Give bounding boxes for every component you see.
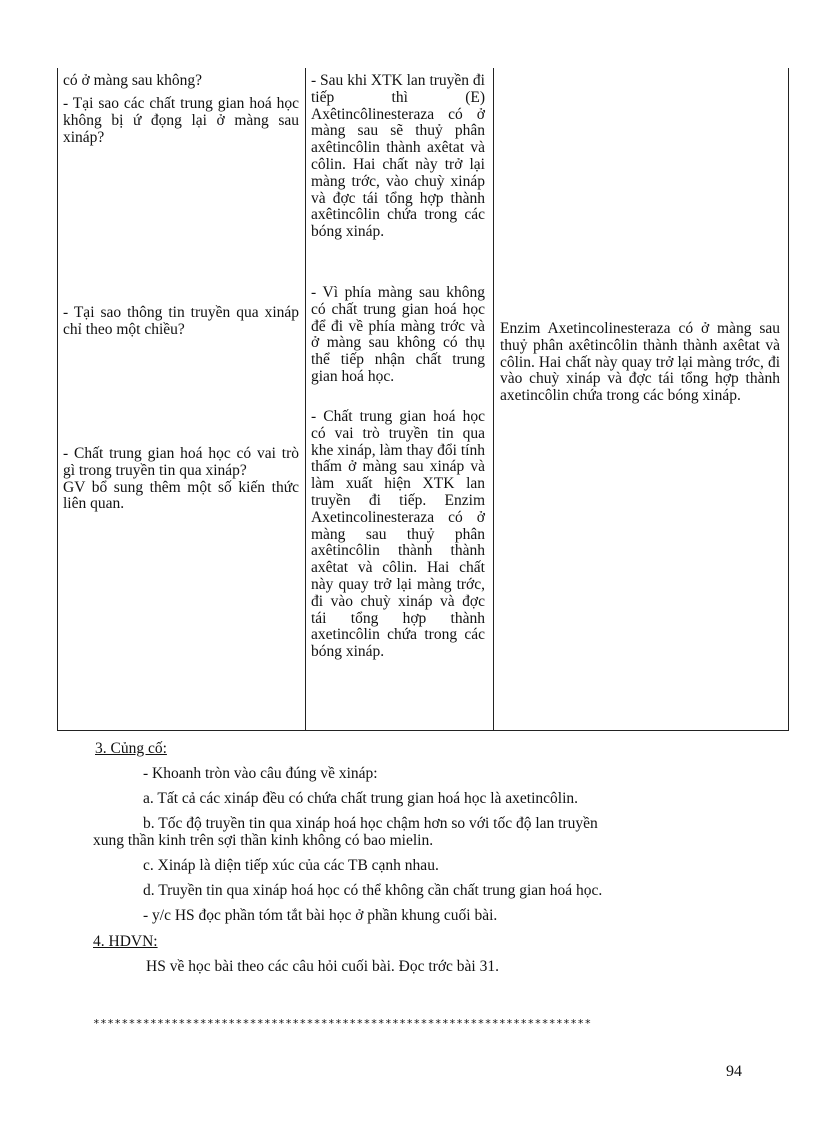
column-divider [493, 68, 494, 730]
answer-text: - Chất trung gian hoá học có vai trò truyền tin qua khe xináp, làm thay đổi tính thấm ở màng sau xináp và làm xuất hiện XTK lan truyền đi tiếp. Enzim Axetincolinesteraza có ở màng sau thuỷ phân axêtincôlin thành thành axêtat và côlin. Hai chất này quay trở lại màng trớc, đi vào chuỳ xináp và đợc tái tổng hợp thành axetincôlin chứa trong các bóng xináp. [311, 408, 485, 661]
question-cell [63, 305, 299, 339]
teacher-note: GV bổ sung thêm một số kiến thức liên quan. [63, 478, 299, 513]
column-divider [305, 68, 306, 730]
answer-cell [311, 285, 485, 386]
question-text: - Chất trung gian hoá học có vai trò gì trong truyền tin qua xináp? [63, 445, 299, 479]
question-cell [63, 96, 299, 146]
option-b: b. Tốc độ truyền tin qua xináp hoá học chậm hơn so với tốc độ lan truyền [143, 815, 598, 832]
option-b-cont: xung thần kinh trên sợi thần kinh không có bao mielin. [93, 832, 434, 849]
question-text: - Tại sao thông tin truyền qua xináp chỉ theo một chiều? [63, 304, 299, 338]
separator-line: ********************************************************************** [93, 1017, 592, 1030]
answer-cell [311, 73, 485, 241]
homework-text: HS về học bài theo các câu hỏi cuối bài. Đọc trớc bài 31. [146, 958, 499, 975]
section-heading: 3. Củng cố: [95, 740, 167, 757]
question-cell [63, 446, 299, 513]
question-text: có ở màng sau không? [63, 72, 203, 89]
instruction: - y/c HS đọc phần tóm tắt bài học ở phần khung cuối bài. [143, 907, 498, 924]
section-heading: 4. HDVN: [93, 933, 158, 950]
page-number: 94 [726, 1063, 742, 1080]
question-text: - Tại sao các chất trung gian hoá học không bị ứ đọng lại ở màng sau xináp? [63, 95, 299, 146]
answer-cell [311, 409, 485, 661]
content-text: Enzim Axetincolinesteraza có ở màng sau thuỷ phân axêtincôlin thành thành axêtat và côlin. Hai chất này quay trở lại màng trớc, đi vào chuỳ xináp và đợc tái tổng hợp thành axetincôlin chứa trong các bóng xináp. [500, 320, 780, 405]
option-a: a. Tất cả các xináp đều có chứa chất trung gian hoá học là axetincôlin. [143, 790, 579, 807]
question-cell [63, 73, 299, 90]
option-d: d. Truyền tin qua xináp hoá học có thể không cần chất trung gian hoá học. [143, 882, 603, 899]
content-cell [500, 321, 780, 405]
answer-text: - Vì phía màng sau không có chất trung gian hoá học để đi về phía màng trớc và ở màng sau không có thụ thể tiếp nhận chất trung gian hoá học. [311, 284, 485, 385]
answer-text: - Sau khi XTK lan truyền đi tiếp thì (E) Axêtincôlinesteraza có ở màng sau sẽ thuỷ phân axêtincôlin thành axêtat và côlin. Hai chất này trở lại màng trớc, vào chuỳ xináp và đợc tái tổng hợp thành axêtincôlin chứa trong các bóng xináp. [311, 72, 485, 241]
exercise-intro: - Khoanh tròn vào câu đúng về xináp: [143, 765, 378, 782]
option-c: c. Xináp là diện tiếp xúc của các TB cạnh nhau. [143, 857, 439, 874]
